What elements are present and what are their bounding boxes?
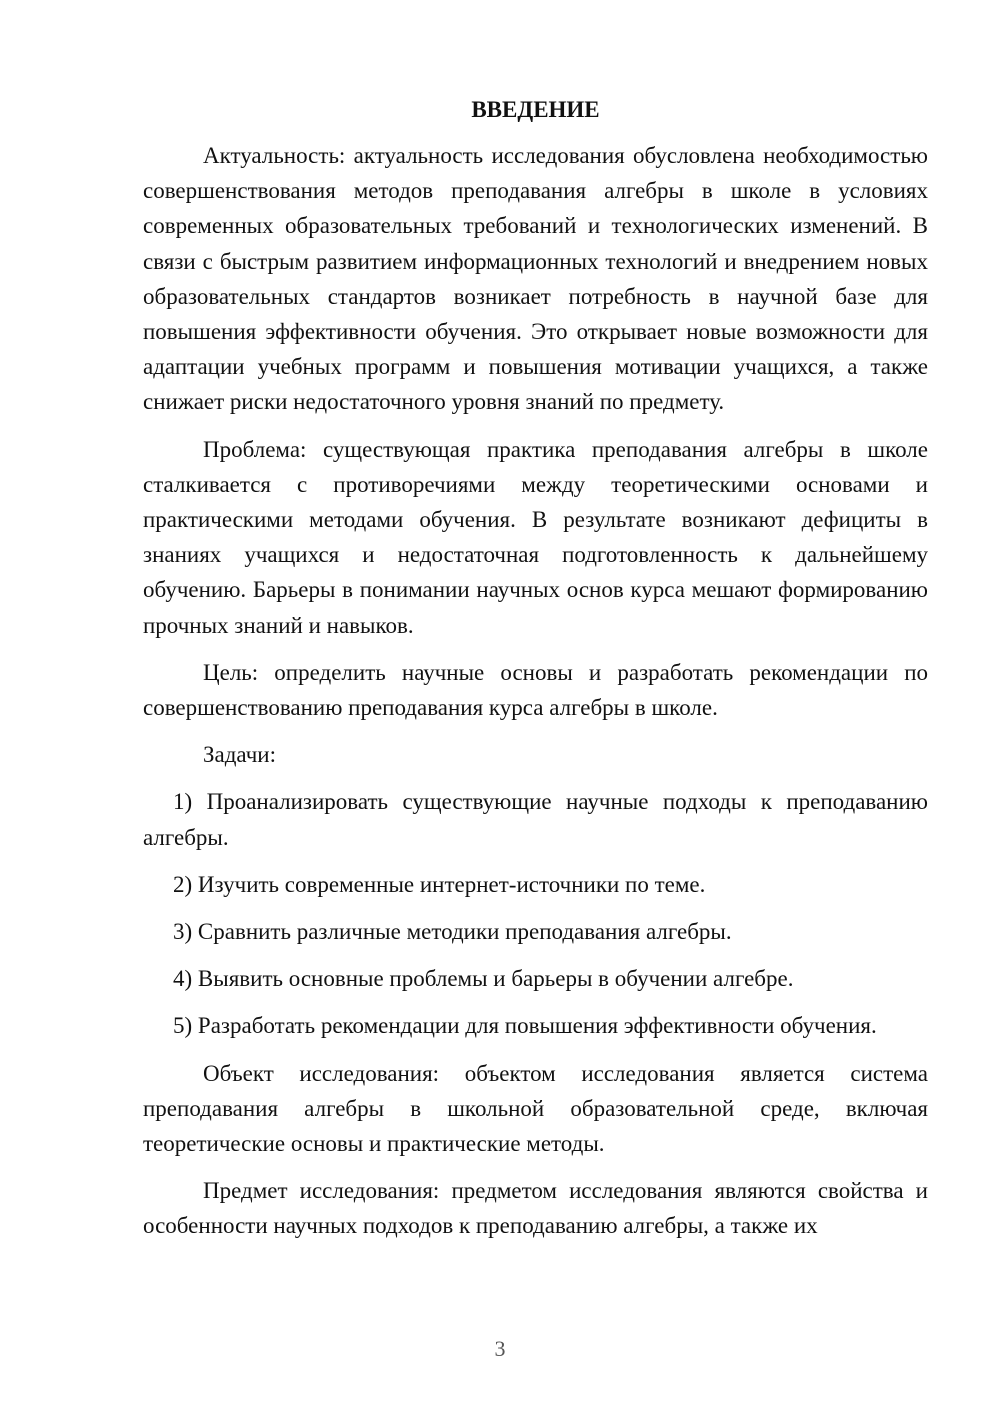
object-paragraph: Объект исследования: объектом исследования является система преподавания алгебры в школьной образовательной среде, включая теоретические основы и практические методы. — [143, 1060, 928, 1157]
page-content — [143, 92, 928, 1244]
task-item-4: 4) Выявить основные проблемы и барьеры в обучении алгебре. — [173, 966, 794, 992]
task-item-1: 1) Проанализировать существующие научные подходы к преподаванию алгебры. — [143, 789, 928, 850]
goal-paragraph: Цель: определить научные основы и разработать рекомендации по совершенствованию преподавания курса алгебры в школе. — [143, 659, 928, 721]
problem-paragraph: Проблема: существующая практика преподавания алгебры в школе сталкивается с противоречиями между теоретическими основами и практическими методами обучения. В результате возникают дефициты в знаниях учащихся и недостаточная подготовленность к дальнейшему обучению. Барьеры в понимании научных основ курса мешают формированию прочных знаний и навыков. — [143, 436, 928, 638]
tasks-heading: Задачи: — [203, 742, 276, 768]
task-item-3: 3) Сравнить различные методики преподавания алгебры. — [173, 919, 732, 945]
task-item-5: 5) Разработать рекомендации для повышения эффективности обучения. — [173, 1013, 877, 1039]
page-number: 3 — [494, 1336, 506, 1361]
relevance-paragraph: Актуальность: актуальность исследования обусловлена необходимостью совершенствования методов преподавания алгебры в школе в условиях современных образовательных требований и технологических изменений. В связи с быстрым развитием информационных технологий и внедрением новых образовательных стандартов возникает потребность в научной базе для повышения эффективности обучения. Это открывает новые возможности для адаптации учебных программ и повышения мотивации учащихся, а также снижает риски недостаточного уровня знаний по предмету. — [143, 143, 928, 415]
section-title: ВВЕДЕНИЕ — [471, 97, 600, 122]
subject-paragraph: Предмет исследования: предметом исследования являются свойства и особенности научных подходов к преподаванию алгебры, а также их — [143, 1178, 928, 1239]
task-item-2: 2) Изучить современные интернет-источники по теме. — [173, 871, 706, 897]
